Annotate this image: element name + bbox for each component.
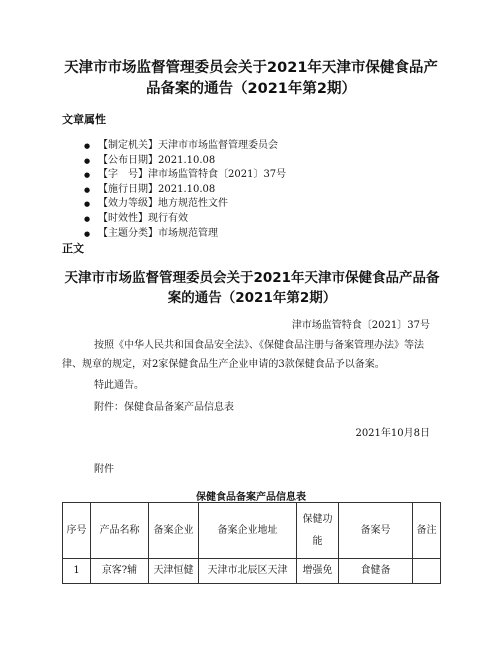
header-health-function: 保健功能	[297, 503, 339, 559]
header-index: 序号	[63, 503, 91, 559]
table-row	[63, 559, 441, 584]
document-title: 天津市市场监督管理委员会关于2021年天津市保健食品产品备案的通告（2021年第2期）	[64, 60, 438, 97]
body-paragraph: 按照《中华人民共和国食品安全法》、《保健食品注册与备案管理办法》等法律、规章的规定，对2家保健食品生产企业申请的3款保健食品予以备案。	[62, 340, 424, 370]
cell-index: 1	[63, 559, 91, 584]
attribute-topic: ● 【主题分类】市场规范管理	[84, 227, 286, 242]
cell-health-function: 增强免	[297, 559, 339, 584]
attributes-label: 文章属性	[62, 113, 106, 126]
cell-remarks	[413, 559, 441, 584]
cell-record-number: 食健备	[339, 559, 413, 584]
attribute-effective-date: ● 【施行日期】2021.10.08	[84, 183, 286, 198]
annex-label: 附件	[94, 464, 114, 475]
header-address: 备案企业地址	[199, 503, 297, 559]
body-label: 正文	[62, 242, 84, 255]
document-number: 津市场监管特食〔2021〕37号	[291, 320, 430, 331]
header-company: 备案企业	[149, 503, 199, 559]
cell-company: 天津恒健	[149, 559, 199, 584]
product-info-table	[62, 502, 441, 584]
attributes-list	[84, 139, 286, 241]
issue-date: 2021年10月8日	[355, 428, 430, 439]
header-product-name: 产品名称	[91, 503, 149, 559]
attachment-line: 附件：保健食品备案产品信息表	[94, 402, 234, 413]
table-header-row	[63, 503, 441, 559]
header-remarks: 备注	[413, 503, 441, 559]
closing-paragraph: 特此通告。	[94, 380, 144, 391]
header-record-number: 备案号	[339, 503, 413, 559]
attribute-document-number: ● 【字 号】津市场监管特食〔2021〕37号	[84, 168, 286, 183]
cell-product-name: 京客?辅	[91, 559, 149, 584]
table-title: 保健食品备案产品信息表	[196, 492, 306, 503]
attribute-validity: ● 【时效性】现行有效	[84, 212, 286, 227]
cell-address: 天津市北辰区天津	[199, 559, 297, 584]
attribute-publish-date: ● 【公布日期】2021.10.08	[84, 154, 286, 169]
attribute-effect-level: ● 【效力等级】地方规范性文件	[84, 197, 286, 212]
body-title: 天津市市场监督管理委员会关于2021年天津市保健食品产品备案的通告（2021年第2期）	[64, 270, 440, 306]
attribute-issuing-authority: ● 【制定机关】天津市市场监督管理委员会	[84, 139, 286, 154]
